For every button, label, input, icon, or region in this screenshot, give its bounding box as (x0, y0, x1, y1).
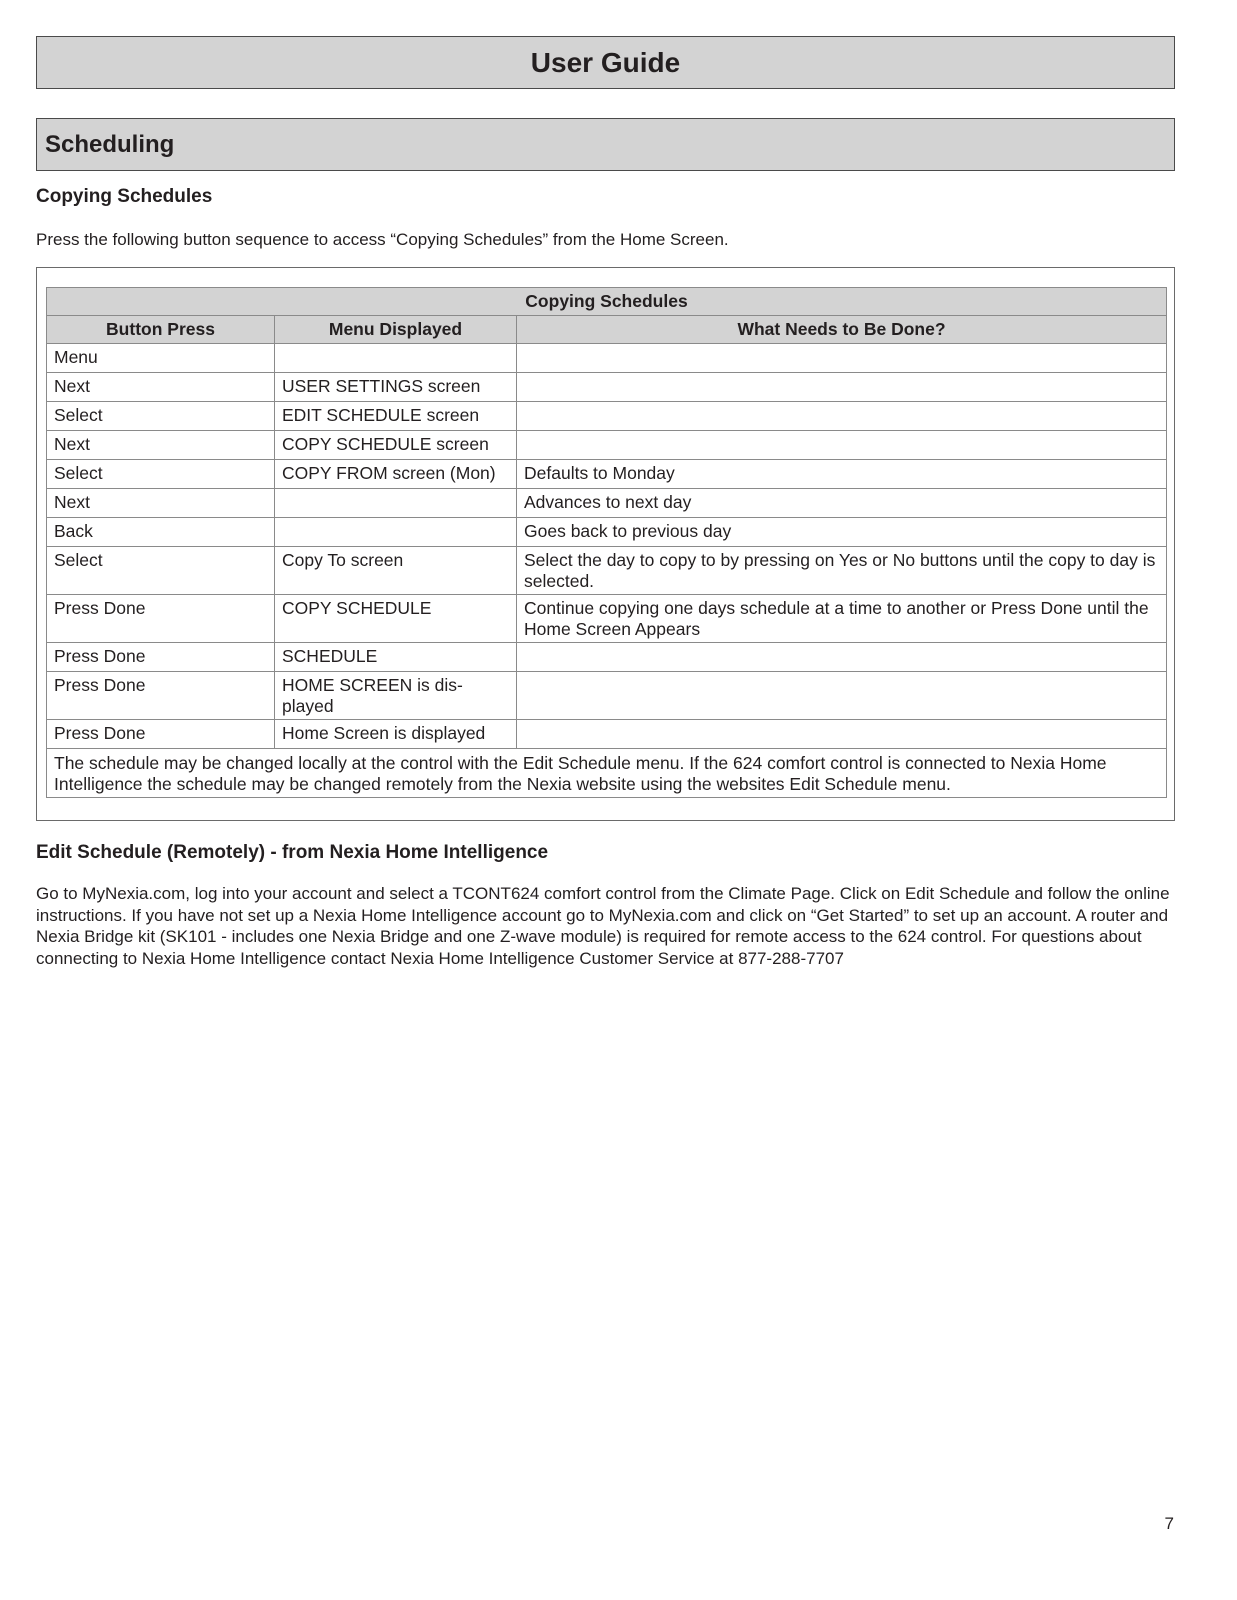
menu-displayed-cell: COPY SCHEDULE screen (275, 431, 517, 460)
guide-title: User Guide (530, 46, 681, 78)
table-row (47, 431, 1167, 460)
table-row (47, 344, 1167, 373)
copying-schedules-heading: Copying Schedules (36, 186, 213, 207)
menu-displayed-cell (275, 344, 517, 373)
button-press-cell: Next (47, 431, 275, 460)
action-cell: Defaults to Monday (517, 460, 1167, 489)
column-header: What Needs to Be Done? (517, 316, 1167, 344)
action-cell (517, 402, 1167, 431)
table-row (47, 720, 1167, 749)
button-press-cell: Select (47, 547, 275, 595)
button-press-cell: Press Done (47, 672, 275, 720)
guide-title-banner (36, 36, 1175, 89)
button-press-cell: Next (47, 373, 275, 402)
table-row (47, 595, 1167, 643)
action-cell (517, 373, 1167, 402)
menu-displayed-cell (275, 489, 517, 518)
action-cell (517, 672, 1167, 720)
button-press-cell: Press Done (47, 595, 275, 643)
action-cell: Select the day to copy to by pressing on Yes or No buttons until the copy to day is selected. (517, 547, 1167, 595)
remote-edit-body: Go to MyNexia.com, log into your account and select a TCONT624 comfort control from the Climate Page. Click on Edit Schedule and follow the online instructions. If you have not set up a Nexia Home Intelligence account go to MyNexia.com and click on “Get Started” to set up an account. A router and Nexia Bridge kit (SK101 - includes one Nexia Bridge and one Z-wave module) is required for remote access to the 624 control. For questions about connecting to Nexia Home Intelligence contact Nexia Home Intelligence Customer Service at 877-288-7707 (36, 884, 1170, 968)
action-cell (517, 720, 1167, 749)
action-cell (517, 643, 1167, 672)
section-title: Scheduling (45, 130, 175, 158)
button-press-cell: Next (47, 489, 275, 518)
action-cell (517, 431, 1167, 460)
action-cell: Continue copying one days schedule at a time to another or Press Done until the Home Screen Appears (517, 595, 1167, 643)
menu-displayed-cell: HOME SCREEN is dis-played (275, 672, 517, 720)
button-press-cell: Select (47, 460, 275, 489)
button-press-cell: Press Done (47, 643, 275, 672)
table-row (47, 489, 1167, 518)
action-cell (517, 344, 1167, 373)
menu-displayed-cell: COPY SCHEDULE (275, 595, 517, 643)
page-number: 7 (1164, 1514, 1174, 1533)
menu-displayed-cell: Copy To screen (275, 547, 517, 595)
remote-edit-heading: Edit Schedule (Remotely) - from Nexia Home Intelligence (36, 842, 549, 863)
menu-displayed-cell: SCHEDULE (275, 643, 517, 672)
menu-displayed-cell (275, 518, 517, 547)
table-frame (36, 267, 1175, 821)
button-press-cell: Back (47, 518, 275, 547)
column-header: Button Press (47, 316, 275, 344)
button-press-cell: Menu (47, 344, 275, 373)
table-row (47, 643, 1167, 672)
table-row (47, 672, 1167, 720)
action-cell: Advances to next day (517, 489, 1167, 518)
button-press-cell: Select (47, 402, 275, 431)
table-row (47, 402, 1167, 431)
table-row (47, 518, 1167, 547)
section-banner (36, 118, 1175, 171)
table-note-row (47, 749, 1167, 798)
table-row (47, 373, 1167, 402)
copying-schedules-table (46, 287, 1167, 798)
table-caption: Copying Schedules (47, 288, 1167, 316)
table-row (47, 547, 1167, 595)
action-cell: Goes back to previous day (517, 518, 1167, 547)
menu-displayed-cell: USER SETTINGS screen (275, 373, 517, 402)
menu-displayed-cell: EDIT SCHEDULE screen (275, 402, 517, 431)
table-row (47, 460, 1167, 489)
menu-displayed-cell: COPY FROM screen (Mon) (275, 460, 517, 489)
table-note: The schedule may be changed locally at the control with the Edit Schedule menu. If the 624 comfort control is connected to Nexia Home Intelligence the schedule may be changed remotely from the Nexia website using the websites Edit Schedule menu. (47, 749, 1167, 798)
button-press-cell: Press Done (47, 720, 275, 749)
copying-intro-text: Press the following button sequence to access “Copying Schedules” from the Home Screen. (36, 230, 729, 249)
menu-displayed-cell: Home Screen is displayed (275, 720, 517, 749)
column-header: Menu Displayed (275, 316, 517, 344)
